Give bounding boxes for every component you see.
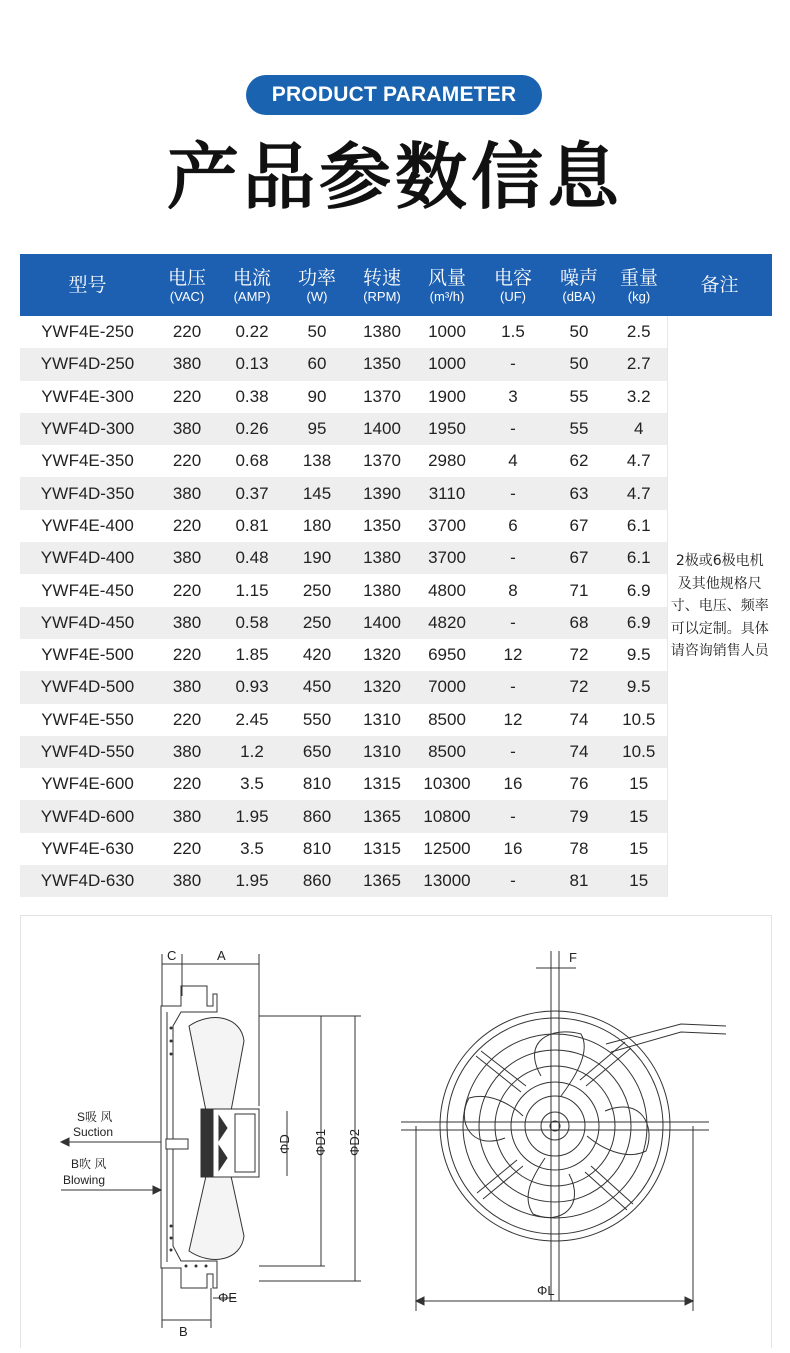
model-cell: YWF4E-630 xyxy=(20,833,155,865)
column-header xyxy=(415,254,479,316)
table-cell: 450 xyxy=(285,671,349,703)
table-cell: - xyxy=(479,413,547,445)
column-header-unit: (dBA) xyxy=(562,288,596,304)
model-cell: YWF4E-600 xyxy=(20,768,155,800)
table-cell: 12 xyxy=(479,704,547,736)
table-cell: 55 xyxy=(547,413,611,445)
table-cell: 380 xyxy=(155,736,219,768)
table-cell: 6950 xyxy=(415,639,479,671)
table-row xyxy=(20,704,772,736)
table-cell: 220 xyxy=(155,574,219,606)
table-cell: 860 xyxy=(285,800,349,832)
table-cell: - xyxy=(479,865,547,897)
table-cell: 1380 xyxy=(349,574,415,606)
table-cell: 180 xyxy=(285,510,349,542)
table-cell: 2.5 xyxy=(611,316,667,348)
table-cell: 1.2 xyxy=(219,736,285,768)
table-cell: 55 xyxy=(547,381,611,413)
table-cell: 74 xyxy=(547,704,611,736)
table-cell: 380 xyxy=(155,671,219,703)
table-cell: 60 xyxy=(285,348,349,380)
column-header xyxy=(547,254,611,316)
table-cell: 1370 xyxy=(349,445,415,477)
table-cell: 810 xyxy=(285,833,349,865)
column-header-label: 电压 xyxy=(167,266,206,289)
table-cell: 3 xyxy=(479,381,547,413)
table-cell: 2.7 xyxy=(611,348,667,380)
table-cell: 250 xyxy=(285,607,349,639)
column-header xyxy=(285,254,349,316)
model-cell: YWF4D-250 xyxy=(20,348,155,380)
table-cell: 0.93 xyxy=(219,671,285,703)
column-header-unit: (W) xyxy=(306,288,328,304)
table-cell: 79 xyxy=(547,800,611,832)
table-cell: 90 xyxy=(285,381,349,413)
column-header-label: 噪声 xyxy=(559,266,598,289)
page-title: 产品参数信息 xyxy=(166,135,623,219)
table-cell: 250 xyxy=(285,574,349,606)
table-row xyxy=(20,768,772,800)
table-cell: 1350 xyxy=(349,348,415,380)
fan-drawings xyxy=(21,916,771,1349)
table-cell: 1315 xyxy=(349,833,415,865)
table-row xyxy=(20,477,772,509)
table-cell: 72 xyxy=(547,671,611,703)
model-cell: YWF4D-300 xyxy=(20,413,155,445)
table-cell: 3.5 xyxy=(219,833,285,865)
table-row xyxy=(20,510,772,542)
dimension-diagram xyxy=(20,915,772,1348)
table-cell: 3.2 xyxy=(611,381,667,413)
table-cell: 0.68 xyxy=(219,445,285,477)
table-cell: 220 xyxy=(155,316,219,348)
table-cell: 1380 xyxy=(349,316,415,348)
table-row xyxy=(20,316,772,348)
table-cell: 0.58 xyxy=(219,607,285,639)
table-cell: 9.5 xyxy=(611,671,667,703)
column-header-label: 风量 xyxy=(427,266,466,289)
table-cell: 50 xyxy=(285,316,349,348)
table-cell: 1.5 xyxy=(479,316,547,348)
dim-label-b: B xyxy=(179,1324,188,1339)
table-cell: 220 xyxy=(155,704,219,736)
table-cell: - xyxy=(479,671,547,703)
table-row xyxy=(20,736,772,768)
table-header-row xyxy=(20,254,772,316)
table-cell: 380 xyxy=(155,865,219,897)
table-cell: 860 xyxy=(285,865,349,897)
table-row xyxy=(20,542,772,574)
table-cell: 7000 xyxy=(415,671,479,703)
remarks-cell: 2极或6极电机及其他规格尺寸、电压、频率可以定制。具体请咨询销售人员 xyxy=(667,316,772,897)
dim-label-d1: ΦD1 xyxy=(313,1129,328,1156)
table-cell: 1320 xyxy=(349,671,415,703)
model-cell: YWF4E-250 xyxy=(20,316,155,348)
table-cell: 1.95 xyxy=(219,865,285,897)
table-cell: - xyxy=(479,542,547,574)
table-cell: 420 xyxy=(285,639,349,671)
column-header-unit: (m³/h) xyxy=(429,288,465,304)
model-cell: YWF4D-350 xyxy=(20,477,155,509)
dim-label-d: ΦD xyxy=(277,1134,292,1154)
table-cell: - xyxy=(479,477,547,509)
table-cell: 1.95 xyxy=(219,800,285,832)
model-cell: YWF4D-600 xyxy=(20,800,155,832)
table-cell: 8500 xyxy=(415,704,479,736)
table-cell: 15 xyxy=(611,768,667,800)
table-row xyxy=(20,574,772,606)
front-view-labels xyxy=(537,950,577,1298)
table-cell: 220 xyxy=(155,381,219,413)
blowing-label-en: Blowing xyxy=(63,1173,106,1187)
table-cell: 220 xyxy=(155,445,219,477)
table-cell: 10800 xyxy=(415,800,479,832)
dim-label-a: A xyxy=(217,948,226,963)
table-cell: - xyxy=(479,736,547,768)
table-cell: 4800 xyxy=(415,574,479,606)
table-cell: 1390 xyxy=(349,477,415,509)
table-cell: 10.5 xyxy=(611,704,667,736)
column-header-label: 电流 xyxy=(232,266,271,289)
table-cell: 220 xyxy=(155,510,219,542)
table-cell: 4820 xyxy=(415,607,479,639)
model-cell: YWF4E-400 xyxy=(20,510,155,542)
table-cell: 6 xyxy=(479,510,547,542)
blowing-label-zh: B吹 风 xyxy=(71,1157,107,1171)
suction-label-zh: S吸 风 xyxy=(77,1110,113,1124)
model-cell: YWF4D-550 xyxy=(20,736,155,768)
table-cell: 138 xyxy=(285,445,349,477)
table-cell: 650 xyxy=(285,736,349,768)
model-cell: YWF4D-630 xyxy=(20,865,155,897)
model-cell: YWF4E-350 xyxy=(20,445,155,477)
column-header-label: 重量 xyxy=(619,266,658,289)
parameter-table xyxy=(20,254,772,897)
table-cell: 1.15 xyxy=(219,574,285,606)
table-cell: 190 xyxy=(285,542,349,574)
column-header-label: 电容 xyxy=(493,266,532,289)
table-cell: 1400 xyxy=(349,607,415,639)
table-cell: 145 xyxy=(285,477,349,509)
model-cell: YWF4D-400 xyxy=(20,542,155,574)
column-header xyxy=(155,254,219,316)
column-header xyxy=(479,254,547,316)
table-cell: 16 xyxy=(479,768,547,800)
column-header-label: 功率 xyxy=(297,266,336,289)
table-cell: 1000 xyxy=(415,316,479,348)
table-row xyxy=(20,865,772,897)
table-cell: 810 xyxy=(285,768,349,800)
column-header xyxy=(20,254,155,316)
table-row xyxy=(20,800,772,832)
table-cell: 1950 xyxy=(415,413,479,445)
table-cell: 1350 xyxy=(349,510,415,542)
table-cell: 4 xyxy=(479,445,547,477)
table-cell: 1900 xyxy=(415,381,479,413)
table-cell: 50 xyxy=(547,316,611,348)
table-cell: 1000 xyxy=(415,348,479,380)
table-cell: 6.1 xyxy=(611,542,667,574)
table-cell: 1365 xyxy=(349,800,415,832)
table-cell: 6.9 xyxy=(611,574,667,606)
column-header xyxy=(349,254,415,316)
table-row xyxy=(20,445,772,477)
dim-label-f: F xyxy=(569,950,577,965)
table-cell: 10300 xyxy=(415,768,479,800)
table-cell: 380 xyxy=(155,607,219,639)
table-cell: 2.45 xyxy=(219,704,285,736)
table-cell: 4.7 xyxy=(611,477,667,509)
column-header-label: 型号 xyxy=(68,274,107,296)
table-cell: 62 xyxy=(547,445,611,477)
table-cell: 3700 xyxy=(415,510,479,542)
table-cell: 4 xyxy=(611,413,667,445)
column-header-label: 转速 xyxy=(362,266,401,289)
table-row xyxy=(20,671,772,703)
table-cell: 68 xyxy=(547,607,611,639)
table-cell: 3700 xyxy=(415,542,479,574)
table-cell: 550 xyxy=(285,704,349,736)
table-cell: 1310 xyxy=(349,704,415,736)
model-cell: YWF4D-500 xyxy=(20,671,155,703)
column-header-unit: (VAC) xyxy=(169,288,205,304)
model-cell: YWF4D-450 xyxy=(20,607,155,639)
table-cell: 67 xyxy=(547,542,611,574)
table-cell: 1310 xyxy=(349,736,415,768)
table-cell: 71 xyxy=(547,574,611,606)
table-cell: 78 xyxy=(547,833,611,865)
table-row xyxy=(20,607,772,639)
table-cell: 2980 xyxy=(415,445,479,477)
table-cell: 12500 xyxy=(415,833,479,865)
dim-label-c: C xyxy=(167,948,177,963)
table-cell: 1380 xyxy=(349,542,415,574)
column-header-unit: (UF) xyxy=(500,288,526,304)
table-cell: 380 xyxy=(155,800,219,832)
table-cell: 9.5 xyxy=(611,639,667,671)
table-cell: 1315 xyxy=(349,768,415,800)
table-cell: 10.5 xyxy=(611,736,667,768)
table-cell: 220 xyxy=(155,639,219,671)
table-cell: 1370 xyxy=(349,381,415,413)
model-cell: YWF4E-550 xyxy=(20,704,155,736)
table-cell: 76 xyxy=(547,768,611,800)
model-cell: YWF4E-450 xyxy=(20,574,155,606)
table-cell: 220 xyxy=(155,833,219,865)
table-cell: 74 xyxy=(547,736,611,768)
table-cell: 12 xyxy=(479,639,547,671)
dim-label-l: ΦL xyxy=(537,1283,555,1298)
table-cell: 0.37 xyxy=(219,477,285,509)
table-cell: 0.81 xyxy=(219,510,285,542)
table-cell: 6.9 xyxy=(611,607,667,639)
table-cell: 15 xyxy=(611,800,667,832)
table-cell: 72 xyxy=(547,639,611,671)
suction-label-en: Suction xyxy=(73,1125,114,1139)
table-cell: 15 xyxy=(611,833,667,865)
table-cell: 81 xyxy=(547,865,611,897)
table-cell: 1320 xyxy=(349,639,415,671)
table-cell: 380 xyxy=(155,413,219,445)
column-header-unit: (AMP) xyxy=(233,288,271,304)
table-cell: 0.13 xyxy=(219,348,285,380)
table-cell: 6.1 xyxy=(611,510,667,542)
table-cell: 16 xyxy=(479,833,547,865)
table-body xyxy=(20,316,772,897)
dim-label-e: ΦE xyxy=(218,1290,238,1305)
table-cell: 220 xyxy=(155,768,219,800)
table-row xyxy=(20,833,772,865)
table-cell: 3.5 xyxy=(219,768,285,800)
table-cell: 13000 xyxy=(415,865,479,897)
table-row xyxy=(20,413,772,445)
table-cell: 380 xyxy=(155,477,219,509)
column-header xyxy=(611,254,667,316)
column-header xyxy=(667,254,772,316)
table-cell: 1.85 xyxy=(219,639,285,671)
model-cell: YWF4E-300 xyxy=(20,381,155,413)
table-cell: 50 xyxy=(547,348,611,380)
table-cell: 0.48 xyxy=(219,542,285,574)
table-cell: 1400 xyxy=(349,413,415,445)
table-cell: 8 xyxy=(479,574,547,606)
table-cell: 67 xyxy=(547,510,611,542)
table-cell: 0.38 xyxy=(219,381,285,413)
table-cell: - xyxy=(479,800,547,832)
section-badge: PRODUCT PARAMETER xyxy=(246,75,542,115)
table-cell: 0.22 xyxy=(219,316,285,348)
table-cell: 3110 xyxy=(415,477,479,509)
table-cell: 8500 xyxy=(415,736,479,768)
table-cell: 15 xyxy=(611,865,667,897)
table-cell: 380 xyxy=(155,348,219,380)
front-view-drawing xyxy=(401,951,726,1311)
table-cell: 95 xyxy=(285,413,349,445)
table-row xyxy=(20,348,772,380)
column-header-label: 备注 xyxy=(700,274,739,296)
table-row xyxy=(20,381,772,413)
table-cell: 380 xyxy=(155,542,219,574)
table-cell: 4.7 xyxy=(611,445,667,477)
table-cell: 0.26 xyxy=(219,413,285,445)
column-header xyxy=(219,254,285,316)
parameter-table-wrap xyxy=(20,254,772,897)
table-cell: - xyxy=(479,348,547,380)
dim-label-d2: ΦD2 xyxy=(347,1129,362,1156)
column-header-unit: (kg) xyxy=(627,288,651,304)
table-row xyxy=(20,639,772,671)
model-cell: YWF4E-500 xyxy=(20,639,155,671)
column-header-unit: (RPM) xyxy=(363,288,401,304)
table-cell: 1365 xyxy=(349,865,415,897)
table-cell: 63 xyxy=(547,477,611,509)
table-cell: - xyxy=(479,607,547,639)
